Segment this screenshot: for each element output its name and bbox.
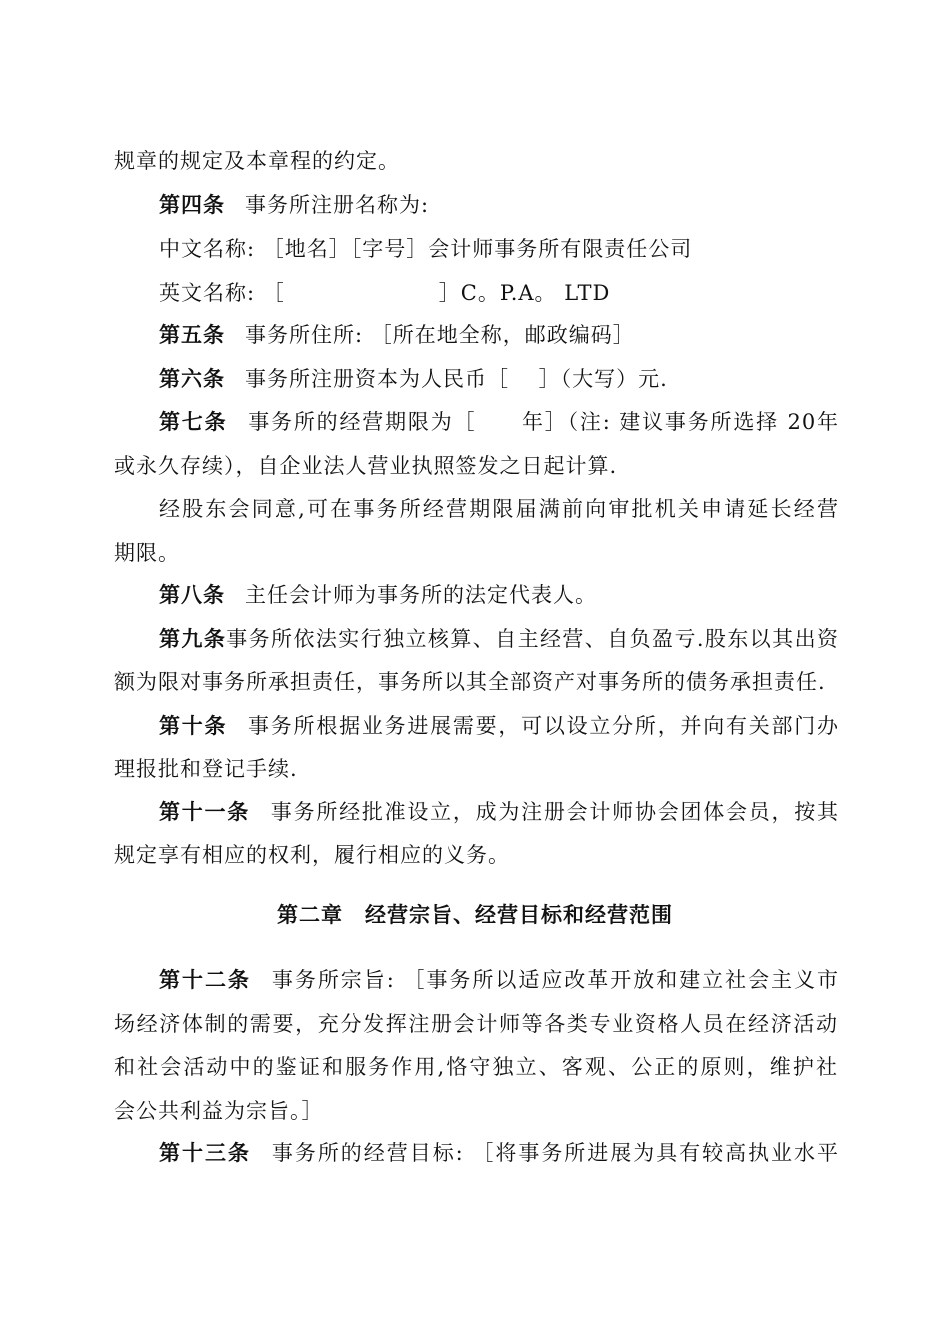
article-title: 第十三条	[159, 1141, 251, 1165]
paragraph-line: 和社会活动中的鉴证和服务作用,恪守独立、客观、公正的原则，维护社	[114, 1055, 838, 1079]
english-name-line: 英文名称: ［ ］C。P.A。 LTD	[159, 281, 611, 305]
chinese-name-line: 中文名称: ［地名］［字号］会计师事务所有限责任公司	[159, 237, 693, 261]
article-7	[159, 407, 839, 437]
paragraph-line: 规章的规定及本章程的约定。	[114, 149, 400, 173]
article-13	[159, 1138, 839, 1168]
article-text: 主任会计师为事务所的法定代表人。	[245, 583, 597, 607]
chapter-heading: 第二章 经营宗旨、经营目标和经营范围	[277, 903, 673, 927]
article-4	[159, 190, 839, 220]
article-title: 第六条	[159, 367, 225, 391]
article-text: 事务所的经营期限为［ 年］（注: 建议事务所选择 20年	[247, 410, 839, 434]
paragraph-line: 经股东会同意,可在事务所经营期限届满前向审批机关申请延长经营	[159, 497, 839, 521]
article-text: 事务所经批准设立，成为注册会计师协会团体会员，按其	[270, 800, 840, 824]
article-title: 第八条	[159, 583, 225, 607]
paragraph-line: 规定享有相应的权利，履行相应的义务。	[114, 843, 510, 867]
article-text: 事务所住所: ［所在地全称，邮政编码］	[245, 323, 635, 347]
article-text: 事务所依法实行独立核算、自主经营、自负盈亏.股东以其出资	[226, 627, 839, 651]
paragraph-line: 理报批和登记手续.	[114, 757, 298, 781]
paragraph-line: 或永久存续），自企业法人营业执照签发之日起计算.	[114, 454, 618, 478]
article-title: 第九条	[159, 627, 227, 651]
article-title: 第十条	[159, 714, 228, 738]
article-8	[159, 580, 839, 610]
paragraph-line: 期限。	[114, 541, 180, 565]
article-text: 事务所宗旨: ［事务所以适应改革开放和建立社会主义市	[270, 968, 840, 992]
article-text: 事务所根据业务进展需要，可以设立分所，并向有关部门办	[247, 714, 840, 738]
article-12	[159, 965, 839, 995]
article-title: 第五条	[159, 323, 225, 347]
article-9	[159, 624, 839, 654]
article-text: 事务所注册名称为:	[245, 193, 430, 217]
paragraph-line: 会公共利益为宗旨。］	[114, 1099, 324, 1123]
article-text: 事务所的经营目标: ［将事务所进展为具有较高执业水平	[270, 1141, 840, 1165]
article-11	[159, 797, 839, 827]
article-text: 事务所注册资本为人民币［ ］（大写）元.	[245, 367, 668, 391]
article-title: 第四条	[159, 193, 225, 217]
article-title: 第十二条	[159, 968, 251, 992]
article-6	[159, 364, 839, 394]
article-title: 第七条	[159, 410, 228, 434]
article-10	[159, 711, 839, 741]
paragraph-line: 场经济体制的需要，充分发挥注册会计师等各类专业资格人员在经济活动	[114, 1012, 838, 1036]
article-title: 第十一条	[159, 800, 251, 824]
article-5	[159, 320, 839, 350]
paragraph-line: 额为限对事务所承担责任，事务所以其全部资产对事务所的债务承担责任.	[114, 670, 826, 694]
